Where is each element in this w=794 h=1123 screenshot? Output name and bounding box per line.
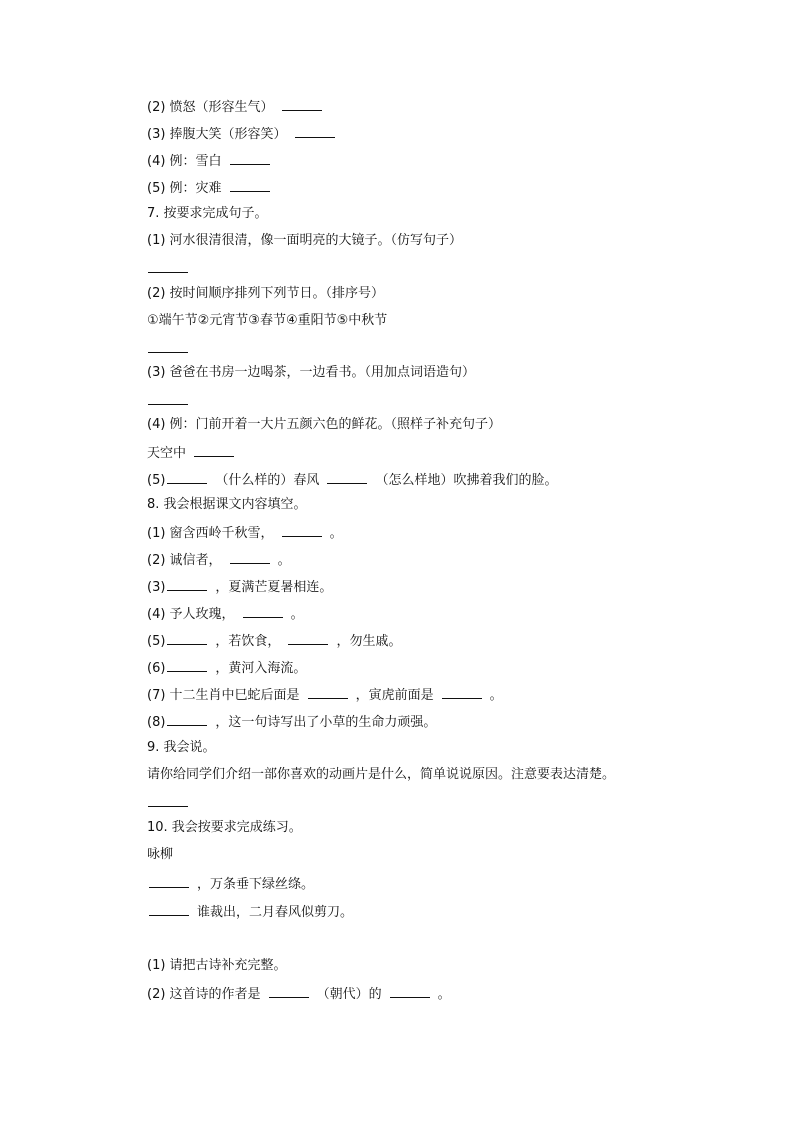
answer-blank[interactable]: [167, 577, 207, 591]
q8-item-3: [147, 577, 332, 597]
answer-blank[interactable]: [269, 984, 309, 998]
q9-title: 9. 我会说。: [147, 740, 216, 755]
answer-blank[interactable]: [308, 685, 348, 699]
answer-blank[interactable]: [167, 470, 207, 484]
q7-item-1-answer-blank[interactable]: [148, 272, 188, 273]
q8-item-7-mid: ，寅虎前面是: [355, 688, 434, 703]
q8-item-4: [147, 604, 304, 624]
q6-item-2-text: (2) 愤怒（形容生气）: [147, 100, 274, 115]
poem-title: 咏柳: [147, 847, 174, 862]
q7-item-5: [147, 470, 557, 490]
q8-item-1-text: (1) 窗含西岭千秋雪，: [147, 526, 274, 541]
q7-item-4-sub-text: 天空中: [147, 446, 187, 461]
q8-item-7-text: (7) 十二生肖中巳蛇后面是: [147, 688, 300, 703]
q6-item-5-text: (5) 例：灾难: [147, 181, 222, 196]
q8-item-4-end: 。: [290, 607, 304, 622]
q8-item-5-mid: ，若饮食，: [215, 634, 281, 649]
q8-item-3-label: (3): [147, 580, 166, 595]
q8-item-1: [147, 523, 343, 543]
q6-item-4-text: (4) 例：雪白: [147, 154, 222, 169]
q10-item-2-mid: （朝代）的: [316, 987, 382, 1002]
q8-item-7-end: 。: [489, 688, 503, 703]
answer-blank[interactable]: [442, 685, 482, 699]
q8-item-4-text: (4) 予人玫瑰，: [147, 607, 235, 622]
answer-blank[interactable]: [149, 874, 189, 888]
answer-blank[interactable]: [243, 604, 283, 618]
q10-item-2-text: (2) 这首诗的作者是: [147, 987, 261, 1002]
q7-item-2: (2) 按时间顺序排列下列节日。（排序号）: [147, 286, 385, 301]
q8-item-8: [147, 712, 436, 732]
q8-item-5-label: (5): [147, 634, 166, 649]
answer-blank[interactable]: [167, 631, 207, 645]
q8-item-6: [147, 658, 306, 678]
answer-blank[interactable]: [288, 631, 328, 645]
q8-item-8-label: (8): [147, 715, 166, 730]
q7-item-1: (1) 河水很清很清，像一面明亮的大镜子。（仿写句子）: [147, 233, 463, 248]
q10-item-2-end: 。: [437, 987, 451, 1002]
q8-item-2-text: (2) 诚信者，: [147, 553, 222, 568]
q8-item-1-end: 。: [329, 526, 343, 541]
q7-item-5-label: (5): [147, 473, 166, 488]
answer-blank[interactable]: [230, 151, 270, 165]
q10-title: 10. 我会按要求完成练习。: [147, 820, 302, 835]
answer-blank[interactable]: [230, 550, 270, 564]
q7-item-2-answer-blank[interactable]: [148, 352, 188, 353]
poem-line-1-text: ，万条垂下绿丝绦。: [197, 877, 315, 892]
q7-item-3-answer-blank[interactable]: [148, 404, 188, 405]
poem-line-1: [147, 874, 314, 894]
q8-item-6-text: ，黄河入海流。: [215, 661, 307, 676]
answer-blank[interactable]: [282, 523, 322, 537]
q7-title: 7. 按要求完成句子。: [147, 206, 268, 221]
answer-blank[interactable]: [194, 443, 234, 457]
q8-item-2: [147, 550, 291, 570]
answer-blank[interactable]: [149, 902, 189, 916]
q7-item-4: (4) 例：门前开着一大片五颜六色的鲜花。（照样子补充句子）: [147, 417, 502, 432]
poem-line-2: [147, 902, 353, 922]
answer-blank[interactable]: [327, 470, 367, 484]
answer-blank[interactable]: [167, 658, 207, 672]
q9-answer-blank[interactable]: [148, 806, 188, 807]
q8-item-6-label: (6): [147, 661, 166, 676]
q8-item-8-text: ，这一句诗写出了小草的生命力顽强。: [215, 715, 437, 730]
q6-item-5: [147, 178, 272, 198]
answer-blank[interactable]: [295, 124, 335, 138]
q7-item-4-sub: [147, 443, 236, 463]
answer-blank[interactable]: [167, 712, 207, 726]
poem-line-2-text: 谁裁出，二月春风似剪刀。: [197, 905, 354, 920]
answer-blank[interactable]: [282, 97, 322, 111]
q8-item-3-text: ，夏满芒夏暑相连。: [215, 580, 333, 595]
q10-item-1: (1) 请把古诗补充完整。: [147, 958, 287, 973]
q8-item-5-end: ，勿生戚。: [336, 634, 402, 649]
q8-item-2-end: 。: [277, 553, 291, 568]
q7-item-5-mid: （什么样的）春风: [215, 473, 320, 488]
q7-item-2-options: ①端午节②元宵节③春节④重阳节⑤中秋节: [147, 313, 388, 328]
q6-item-3: [147, 124, 337, 144]
q7-item-3: (3) 爸爸在书房一边喝茶，一边看书。（用加点词语造句）: [147, 365, 476, 380]
q8-title: 8. 我会根据课文内容填空。: [147, 497, 307, 512]
q10-item-2: [147, 984, 451, 1004]
q8-item-7: [147, 685, 503, 705]
q6-item-3-text: (3) 捧腹大笑（形容笑）: [147, 127, 287, 142]
answer-blank[interactable]: [230, 178, 270, 192]
q7-item-5-end: （怎么样地）吹拂着我们的脸。: [375, 473, 558, 488]
q6-item-4: [147, 151, 272, 171]
q9-prompt: 请你给同学们介绍一部你喜欢的动画片是什么，简单说说原因。注意要表达清楚。: [147, 767, 616, 782]
q6-item-2: [147, 97, 324, 117]
q8-item-5: [147, 631, 401, 651]
answer-blank[interactable]: [390, 984, 430, 998]
